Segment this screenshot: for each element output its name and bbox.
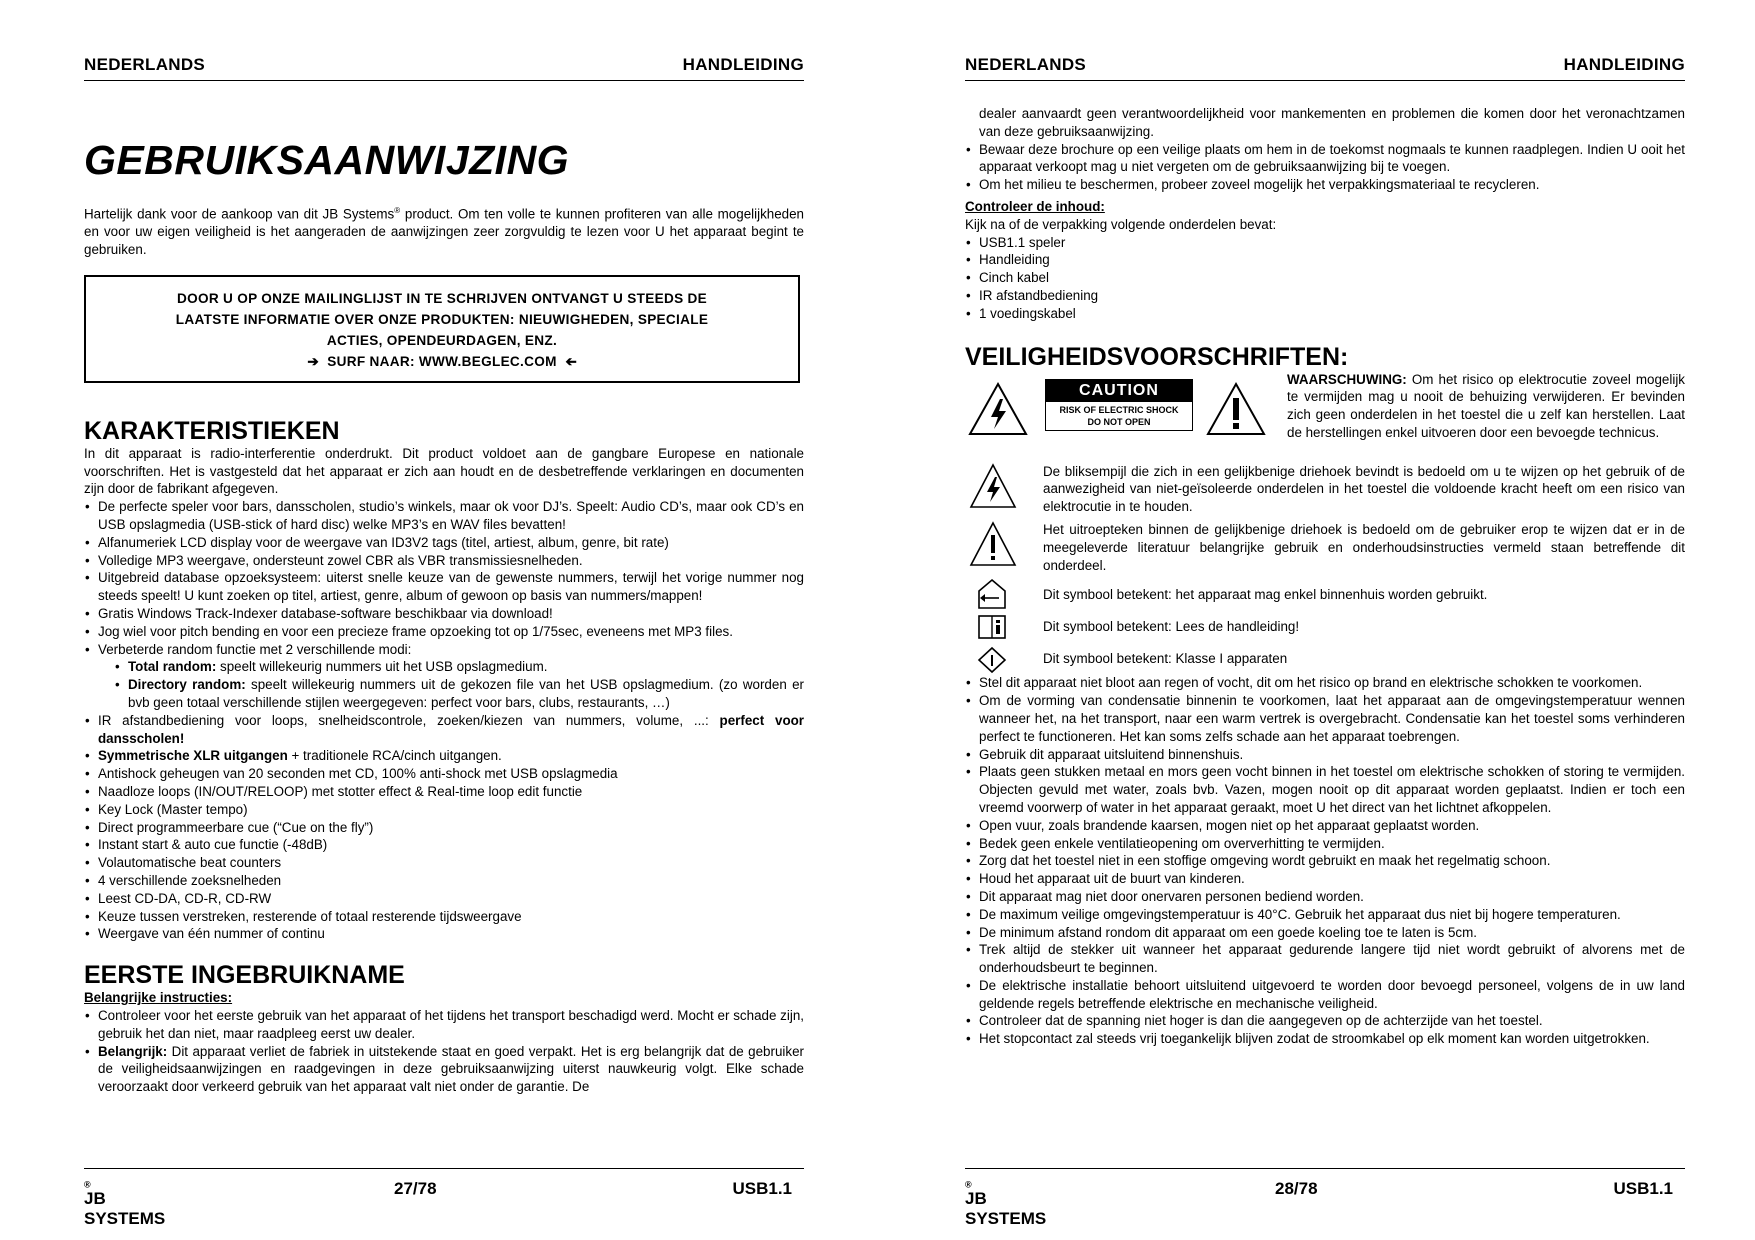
contents-intro: Kijk na of de verpakking volgende onderdelen bevat:: [965, 216, 1277, 232]
features-list-continued: [84, 712, 804, 943]
features-heading: KARAKTERISTIEKEN: [84, 416, 340, 445]
footer-brand-sup: ®: [965, 1179, 972, 1190]
class-symbol-row: [965, 646, 1685, 672]
list-item: • Bedek geen enkele ventilatieopening om oververhitting te vermijden.: [965, 835, 1685, 853]
caution-line-1: RISK OF ELECTRIC SHOCK: [1059, 404, 1179, 415]
footer-brand-text: JB SYSTEMS: [965, 1189, 1047, 1228]
list-item: • Zorg dat het toestel niet in een stoffige omgeving wordt gebruikt en maak het regelmatig schoon.: [965, 852, 1685, 870]
list-item: • Bewaar deze brochure op een veilige plaats om hem in de toekomst nogmaals te kunnen raadplegen. Indien U ooit het apparaat verkoopt mag u niet vergeten om de gebruiksaanwijzing bij te voegen.: [965, 141, 1685, 177]
list-item: • Cinch kabel: [965, 269, 1685, 287]
manual-explanation: Dit symbool betekent: Lees de handleiding!: [1043, 619, 1300, 635]
list-item: • Instant start & auto cue functie (-48dB): [84, 836, 804, 854]
list-item: • Controleer dat de spanning niet hoger is dan die aangegeven op de achterzijde van het toestel.: [965, 1012, 1685, 1030]
ir-text: IR afstandbediening voor loops, snelheidscontrole, zoeken/kiezen van nummers, volume, ...:: [98, 712, 720, 728]
page-footer: [965, 1168, 1685, 1228]
house-icon: [977, 578, 1007, 610]
footer-model: USB1.1: [732, 1179, 792, 1198]
list-item: • IR afstandbediening: [965, 287, 1685, 305]
list-item: • 1 voedingskabel: [965, 305, 1685, 323]
mailbox-line-3: ACTIES, OPENDEURDAGEN, ENZ.: [326, 332, 558, 348]
header-language: NEDERLANDS: [965, 55, 1087, 74]
left-content: [84, 136, 804, 1096]
exclamation-triangle-icon: [969, 521, 1017, 567]
safety-list: [965, 674, 1685, 1048]
page-header: [965, 52, 1685, 81]
mode-label: Directory random:: [128, 677, 246, 693]
mailbox-line-1: DOOR U OP ONZE MAILINGLIJST IN TE SCHRIJVEN ONTVANGT U STEEDS DE: [176, 290, 708, 306]
list-item: • Gratis Windows Track-Indexer database-software beschikbaar via download!: [84, 605, 804, 623]
caution-block: [965, 371, 1685, 453]
intro-sup: ®: [394, 206, 401, 215]
mailbox-line-2: LAATSTE INFORMATIE OVER ONZE PRODUKTEN: NIEUWIGHEDEN, SPECIALE: [175, 311, 709, 327]
important-text: Dit apparaat verliet de fabriek in uitstekende staat en goed verpakt. Het is erg belangrijk dat de gebruiker de veiligheidsaanwijzingen en raadgevingen in deze gebruiksaanwijzing uiterst nauwkeurig volgt. Elke schade veroorzaakt door verkeerd gebruik van het apparaat valt niet onder de garantie. De: [98, 1043, 804, 1095]
footer-model: USB1.1: [1613, 1179, 1673, 1198]
arrow-left-icon: ➔: [564, 353, 577, 369]
lightning-triangle-icon: [969, 463, 1017, 509]
list-item: • USB1.1 speler: [965, 234, 1685, 252]
xlr-bold: Symmetrische XLR uitgangen: [98, 748, 288, 764]
right-content: [965, 105, 1685, 1048]
warning-text: [1287, 371, 1685, 442]
list-item: • Leest CD-DA, CD-R, CD-RW: [84, 890, 804, 908]
page-header: [84, 52, 804, 81]
manual-symbol-row: [965, 614, 1685, 640]
left-page: [84, 0, 804, 1240]
caution-title: CAUTION: [1046, 380, 1192, 402]
first-use-heading: EERSTE INGEBRUIKNAME: [84, 961, 405, 990]
list-item: • Uitgebreid database opzoeksysteem: uiterst snelle keuze van de gewenste nummers, terwijl het vorige nummer nog steeds speelt! U kunt zoeken op titel, artiest, genre, album of gewoon op basis van nummers/mappen!: [84, 569, 804, 605]
list-item: • Alfanumeriek LCD display voor de weergave van ID3V2 tags (titel, artiest, album, genre, bit rate): [84, 534, 804, 552]
page-footer: [84, 1168, 804, 1228]
first-use-subheading: Belangrijke instructies:: [84, 990, 233, 1006]
list-item: • Gebruik dit apparaat uitsluitend binnenshuis.: [965, 746, 1685, 764]
mode-label: Total random:: [128, 659, 217, 675]
list-item: • Antishock geheugen van 20 seconden met CD, 100% anti-shock met USB opslagmedia: [84, 765, 804, 783]
list-item: • De maximum veilige omgevingstemperatuur is 40°C. Gebruik het apparaat dus niet bij hogere temperaturen.: [965, 906, 1685, 924]
list-item: • Jog wiel voor pitch bending en voor een precieze frame opzoeking tot op 1/75sec, eveneens met MP3 files.: [84, 623, 804, 641]
features-list: [84, 498, 804, 658]
list-item: • Verbeterde random functie met 2 verschillende modi:: [84, 641, 804, 659]
ir-bold: perfect voor dansscholen!: [98, 712, 805, 746]
list-item: • Dit apparaat mag niet door onervaren personen bediend worden.: [965, 888, 1685, 906]
list-item: • Key Lock (Master tempo): [84, 801, 804, 819]
warning-label: WAARSCHUWING:: [1287, 371, 1407, 387]
list-item: • Naadloze loops (IN/OUT/RELOOP) met stotter effect & Real-time loop edit functie: [84, 783, 804, 801]
xlr-text: + traditionele RCA/cinch uitgangen.: [287, 748, 502, 764]
footer-brand-text: JB SYSTEMS: [84, 1189, 166, 1228]
list-item: • Volautomatische beat counters: [84, 854, 804, 872]
safety-heading: VEILIGHEIDSVOORSCHRIFTEN:: [965, 342, 1349, 371]
list-item: • Om het milieu te beschermen, probeer zoveel mogelijk het verpakkingsmateriaal te recycleren.: [965, 176, 1685, 194]
list-item: • Keuze tussen verstreken, resterende of totaal resterende tijdsweergave: [84, 908, 804, 926]
contents-subheading: Controleer de inhoud:: [965, 198, 1105, 214]
top-list: [965, 141, 1685, 194]
footer-brand: [965, 1179, 1047, 1228]
intro-after: product. Om ten volle te kunnen profiteren van alle mogelijkheden en voor uw eigen veiligheid is het aangeraden de aanwijzingen zeer zorgvuldig te lezen voor U het apparaat begint te gebruiken.: [84, 206, 804, 258]
caution-line-2: DO NOT OPEN: [1087, 416, 1151, 427]
intro-paragraph: [84, 202, 804, 259]
website-link[interactable]: SURF NAAR: WWW.BEGLEC.COM: [327, 353, 557, 369]
mode-text: speelt willekeurig nummers uit de gekozen file van het USB opslagmedium. (zo worden er bvb geen totaal verschillende stijlen weergegeven: perfect voor bars, clubs, restaurants, …): [128, 677, 805, 711]
features-intro: In dit apparaat is radio-interferentie onderdrukt. Dit product voldoet aan de gangbare Europese en nationale voorschriften. Het is vastgesteld dat het apparaat er zich aan houdt en de desbetreffende verklaringen en documenten zijn door de fabrikant afgegeven.: [84, 445, 804, 497]
indoor-symbol-row: [965, 580, 1685, 610]
footer-brand-sup: ®: [84, 1179, 91, 1190]
list-item: • De perfecte speler voor bars, dansscholen, studio’s winkels, maar ok voor DJ’s. Speelt: Audio CD’s, maar ook CD’s en USB opslagmedia (USB-stick of hard disc) welke MP3’s en WAV files bevatten!: [84, 498, 804, 534]
random-modes-list: [84, 658, 804, 711]
list-item: • Om de vorming van condensatie binnenin te voorkomen, laat het apparaat aan de omgevingstemperatuur wennen wanneer het, na het transport, naar een warm vertrek is overgebracht. Condensatie kan het toestel soms verhinderen perfect te functioneren. Het kan soms zelfs schade aan het apparaat toebrengen.: [965, 692, 1685, 745]
mailing-list-box: [84, 275, 800, 383]
list-item: • Houd het apparaat uit de buurt van kinderen.: [965, 870, 1685, 888]
header-language: NEDERLANDS: [84, 55, 206, 74]
lightning-triangle-icon: [967, 381, 1029, 437]
important-label: Belangrijk:: [98, 1043, 168, 1059]
exclamation-explanation: Het uitroepteken binnen de gelijkbenige driehoek is bedoeld om de gebruiker erop te wijzen dat er in de meegeleverde literatuur belangrijke gebruik en onderhoudsinstructies vermeld staan betreffende dit onderdeel.: [1043, 521, 1685, 573]
first-use-list: [84, 1007, 804, 1096]
continued-text: dealer aanvaardt geen verantwoordelijkheid voor mankementen en problemen die komen door het veronachtzamen van deze gebruiksaanwijzing.: [979, 106, 1685, 139]
caution-subtitle: [1046, 402, 1192, 430]
header-doc-type: HANDLEIDING: [1563, 55, 1685, 74]
warning-body: Om het risico op elektrocutie zoveel mogelijk te vermijden mag u nooit de behuizing verwijderen. Er bevinden zich geen onderdelen in het toestel die u zelf kan herstellen. Laat de herstellingen enkel uitvoeren door een bevoegde technicus.: [1287, 371, 1685, 440]
page-number: 27/78: [394, 1179, 437, 1198]
intro-before: Hartelijk dank voor de aankoop van dit JB Systems: [84, 206, 395, 222]
footer-brand: [84, 1179, 166, 1228]
class-explanation: Dit symbool betekent: Klasse I apparaten: [1043, 651, 1288, 667]
lightning-symbol-row: [965, 463, 1685, 516]
exclamation-symbol-row: [965, 521, 1685, 574]
list-item: • 4 verschillende zoeksnelheden: [84, 872, 804, 890]
list-item: [114, 676, 804, 712]
lightning-explanation: De bliksempijl die zich in een gelijkbenige driehoek bevindt is bedoeld om u te wijzen op het gebruik of de aanwezigheid van niet-geïsoleerde onderdelen in het toestel die voldoende kracht heeft om een risico van elektrocutie in te houden.: [1043, 463, 1685, 515]
list-item: [114, 658, 804, 676]
contents-list: [965, 234, 1685, 323]
list-item: • Volledige MP3 weergave, ondersteunt zowel CBR als VBR transmissiesnelheden.: [84, 552, 804, 570]
list-item: • Weergave van één nummer of continu: [84, 925, 804, 943]
list-item: • De minimum afstand rondom dit apparaat om een goede koeling toe te laten is 5cm.: [965, 924, 1685, 942]
list-item: • Stel dit apparaat niet bloot aan regen of vocht, dit om het risico op brand en elektrische schokken te voorkomen.: [965, 674, 1685, 692]
indoor-explanation: Dit symbool betekent: het apparaat mag enkel binnenhuis worden gebruikt.: [1043, 587, 1488, 603]
header-doc-type: HANDLEIDING: [682, 55, 804, 74]
mode-text: speelt willekeurig nummers uit het USB opslagmedium.: [216, 659, 548, 675]
list-item: • Controleer voor het eerste gebruik van het apparaat of het tijdens het transport beschadigd werd. Mocht er schade zijn, gebruik het dan niet, maar raadpleeg eerst uw dealer.: [84, 1007, 804, 1043]
list-item: • Trek altijd de stekker uit wanneer het apparaat gedurende langere tijd niet wordt gebruikt of alvorens met de onderhoudsbeurt te beginnen.: [965, 941, 1685, 977]
list-item: [84, 1043, 804, 1096]
list-item: • Het stopcontact zal steeds vrij toegankelijk blijven zodat de stroomkabel op elk moment kan worden uitgetrokken.: [965, 1030, 1685, 1048]
right-page: [965, 0, 1685, 1240]
list-item: • Handleiding: [965, 251, 1685, 269]
page-number: 28/78: [1275, 1179, 1318, 1198]
list-item: • Plaats geen stukken metaal en mors geen vocht binnen in het toestel om elektrische schokken of storing te vermijden. Objecten gevuld met water, zoals bvb. Vazen, mogen nooit op dit apparaat worden geplaatst. Indien er toch een vreemd voorwerp of water in het apparaat geraakt, moet U het direct van het lichtnet afkoppelen.: [965, 763, 1685, 816]
list-item: • De elektrische installatie behoort uitsluitend uitgevoerd te worden door bevoegd personeel, volgens de in uw land geldende regels betreffende elektrische en mechanische veiligheid.: [965, 977, 1685, 1013]
list-item: • Open vuur, zoals brandende kaarsen, mogen niet op het apparaat geplaatst worden.: [965, 817, 1685, 835]
manual-book-icon: [977, 614, 1007, 640]
list-item: [84, 747, 804, 765]
exclamation-triangle-icon: [1205, 381, 1267, 437]
list-item: [84, 712, 804, 748]
arrow-right-icon: ➔: [307, 353, 320, 369]
page-title: GEBRUIKSAANWIJZING: [84, 137, 570, 183]
class-i-icon: [977, 646, 1007, 674]
mailbox-link-row: [86, 351, 798, 372]
list-item: • Direct programmeerbare cue (“Cue on the fly”): [84, 819, 804, 837]
caution-label: [1045, 379, 1193, 431]
